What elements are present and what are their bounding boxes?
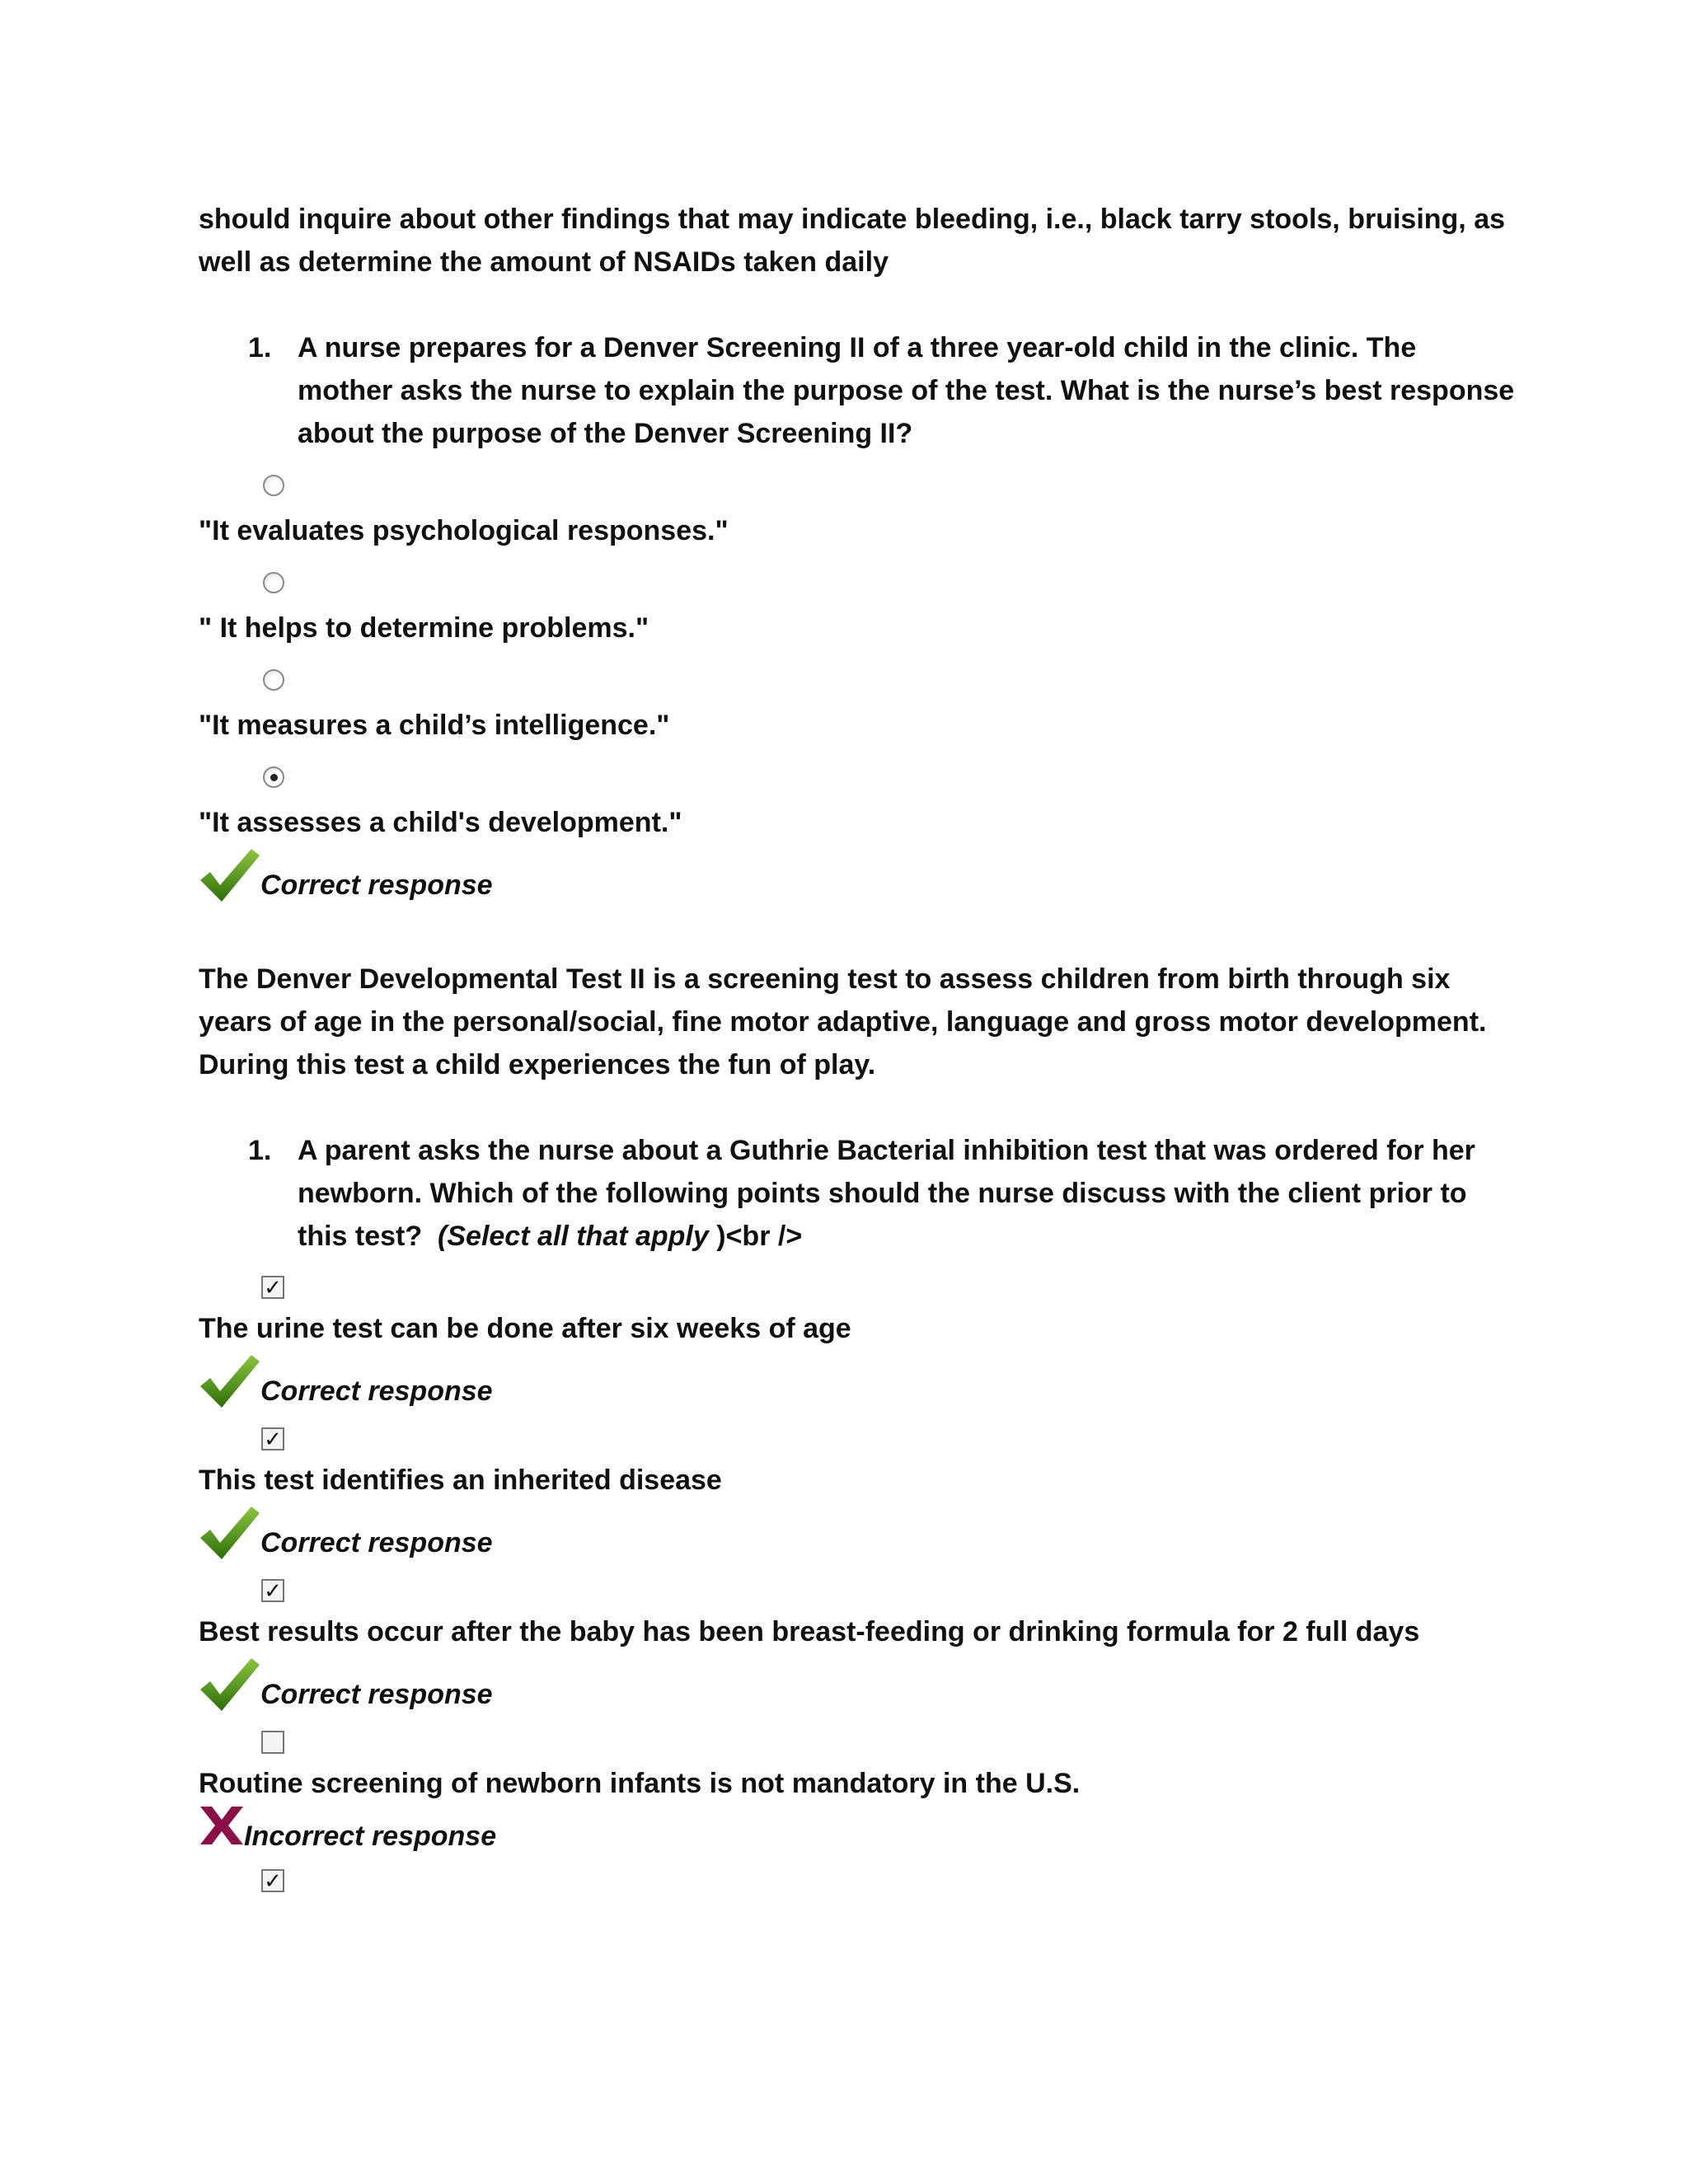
select-all-instruction: (Select all that apply <box>438 1221 709 1252</box>
feedback-label: Incorrect response <box>244 1821 497 1852</box>
question-text <box>298 1129 1517 1258</box>
question-2 <box>199 1129 1517 1258</box>
question-1 <box>199 326 1517 455</box>
feedback-label: Correct response <box>260 1527 493 1558</box>
checkbox-option-1-checked[interactable]: ✓ <box>261 1276 284 1299</box>
radio-option-1[interactable] <box>263 475 284 496</box>
feedback-correct <box>199 844 1517 915</box>
checkmark-icon <box>199 1505 261 1561</box>
intro-paragraph: should inquire about other findings that may indicate bleeding, i.e., black tarry stools, bruising, as well as determine the amount of NSAIDs taken daily <box>199 204 1506 278</box>
radio-option-4-selected[interactable] <box>263 766 284 788</box>
question-number: 1. <box>248 332 272 363</box>
checkbox-option-2-checked[interactable]: ✓ <box>261 1427 284 1451</box>
answer-option-1: The urine test can be done after six weeks of age <box>199 1313 851 1344</box>
checkmark-icon <box>199 847 261 903</box>
feedback-label: Correct response <box>260 1679 493 1710</box>
feedback-label: Correct response <box>260 869 493 901</box>
checkbox-option-4-unchecked[interactable] <box>261 1731 284 1754</box>
x-mark-icon <box>199 1805 245 1846</box>
question-body: A parent asks the nurse about a Guthrie Bacterial inhibition test that was ordered for her newborn. Which of the following points should the nurse discuss with the client prior to this test? <box>298 1135 1475 1252</box>
answer-option-4: Routine screening of newborn infants is not mandatory in the U.S. <box>199 1768 1081 1799</box>
document-page <box>199 198 1517 1900</box>
question-text: A nurse prepares for a Denver Screening II of a three year-old child in the clinic. The mother asks the nurse to explain the purpose of the test. What is the nurse’s best response about the purpose of the Denver Screening II? <box>298 332 1515 449</box>
question-number: 1. <box>248 1135 272 1166</box>
answer-option-3: Best results occur after the baby has been breast-feeding or drinking formula for 2 full days <box>199 1616 1420 1647</box>
question-suffix: )<br /> <box>716 1221 803 1252</box>
answer-option-1: "It evaluates psychological responses." <box>199 515 729 546</box>
checkbox-option-5-checked[interactable]: ✓ <box>261 1869 284 1892</box>
answer-option-3: "It measures a child’s intelligence." <box>199 710 670 741</box>
checkbox-option-3-checked[interactable]: ✓ <box>261 1579 284 1602</box>
radio-option-2[interactable] <box>263 572 284 593</box>
feedback-label: Correct response <box>260 1376 493 1407</box>
checkmark-icon <box>199 1353 261 1409</box>
answer-option-2: " It helps to determine problems." <box>199 612 649 644</box>
radio-option-3[interactable] <box>263 669 284 691</box>
checkmark-icon <box>199 1657 261 1713</box>
answer-option-2: This test identifies an inherited disease <box>199 1465 722 1496</box>
rationale-paragraph: The Denver Developmental Test II is a screening test to assess children from birth through six years of age in the personal/social, fine motor adaptive, language and gross motor development. During this test a child experiences the fun of play. <box>199 963 1487 1080</box>
answer-option-4: "It assesses a child's development." <box>199 807 682 838</box>
